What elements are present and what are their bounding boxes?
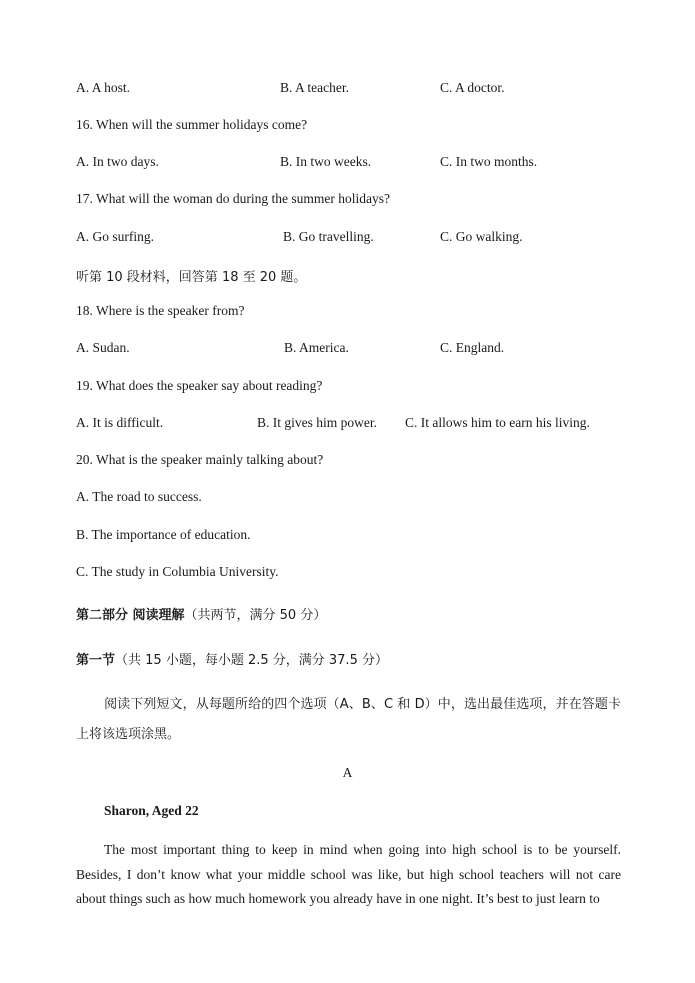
q17-option-c: C. Go walking. (440, 229, 523, 244)
q20-option-b: B. The importance of education. (76, 527, 251, 542)
part2-title: 第二部分 阅读理解 (76, 608, 185, 623)
q18-option-c: C. England. (440, 340, 505, 355)
q16-option-a: A. In two days. (76, 154, 159, 169)
q19-option-b: B. It gives him power. (257, 415, 377, 430)
speaker-heading: Sharon, Aged 22 (104, 803, 199, 818)
q19-option-c: C. It allows him to earn his living. (405, 415, 590, 430)
q15-option-c: C. A doctor. (440, 80, 505, 95)
q16-option-c: C. In two months. (440, 154, 538, 169)
q18-option-a: A. Sudan. (76, 340, 130, 355)
q20-stem: 20. What is the speaker mainly talking about? (76, 452, 324, 467)
q15-option-a: A. A host. (76, 80, 131, 95)
q16-option-b: B. In two weeks. (280, 154, 372, 169)
passage-letter: A (342, 765, 353, 780)
passage-paragraph-text: The most important thing to keep in mind when going into high school is to be yourself. Besides, I don’t know what your middle school was like, but high school teachers will not care about things such as how much homework you already have in one night. It’s best to just learn to (76, 842, 621, 906)
q20-option-c: C. The study in Columbia University. (76, 564, 279, 579)
listening-section-note: 听第 10 段材料，回答第 18 至 20 题。 (76, 270, 307, 285)
q19-option-a: A. It is difficult. (76, 415, 164, 430)
q15-option-b: B. A teacher. (280, 80, 349, 95)
reading-instruction-text: 阅读下列短文，从每题所给的四个选项（A、B、C 和 D）中，选出最佳选项，并在答题卡上将该选项涂黑。 (76, 697, 621, 742)
q18-stem: 18. Where is the speaker from? (76, 303, 245, 318)
q17-option-a: A. Go surfing. (76, 229, 154, 244)
reading-instruction (76, 690, 621, 750)
passage-paragraph (76, 838, 621, 912)
part2-heading (76, 604, 326, 623)
section1-heading (76, 649, 388, 668)
q20-option-a: A. The road to success. (76, 489, 202, 504)
q16-stem: 16. When will the summer holidays come? (76, 117, 308, 132)
section1-note: （共 15 小题，每小题 2.5 分，满分 37.5 分） (115, 653, 388, 668)
part2-note: （共两节，满分 50 分） (184, 608, 327, 623)
q17-option-b: B. Go travelling. (283, 229, 374, 244)
q19-stem: 19. What does the speaker say about reading? (76, 378, 323, 393)
q18-option-b: B. America. (284, 340, 349, 355)
section1-title: 第一节 (76, 653, 116, 668)
q17-stem: 17. What will the woman do during the summer holidays? (76, 191, 390, 206)
